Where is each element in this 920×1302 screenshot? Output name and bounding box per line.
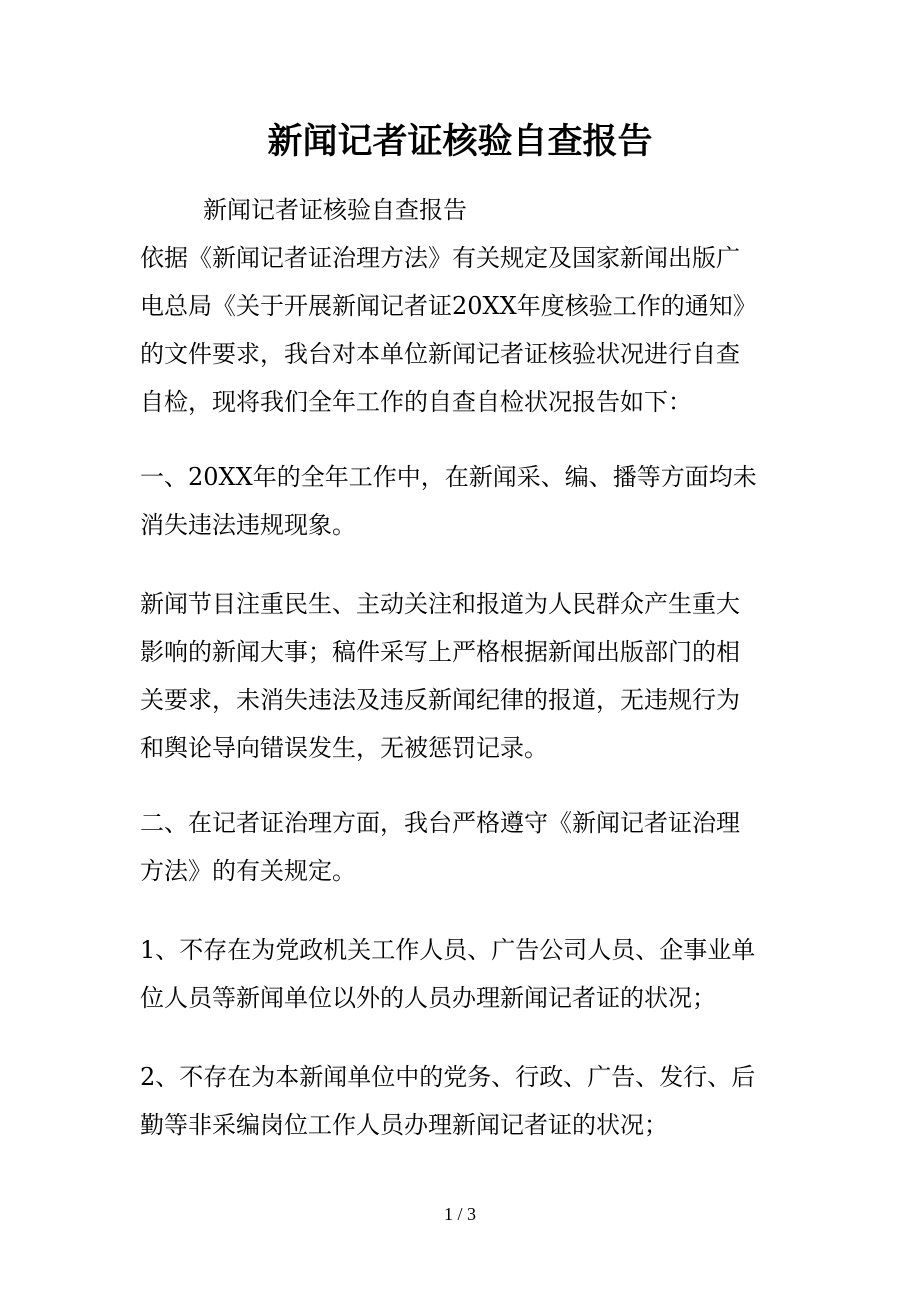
paragraph-line: 二、在记者证治理方面，我台严格遵守《新闻记者证治理 (140, 809, 740, 837)
paragraph-line: 勤等非采编岗位工作人员办理新闻记者证的状况； (140, 1111, 668, 1139)
paragraph-line: 1、不存在为党政机关工作人员、广告公司人员、企事业单 (140, 936, 756, 964)
paragraph-line: 依据《新闻记者证治理方法》有关规定及国家新闻出版广 (140, 244, 740, 272)
paragraph-news-programs (140, 580, 780, 772)
paragraph-line: 自检，现将我们全年工作的自查自检状况报告如下： (140, 388, 692, 416)
paragraph-line: 新闻节目注重民生、主动关注和报道为人民群众产生重大 (140, 590, 740, 618)
paragraph-line: 位人员等新闻单位以外的人员办理新闻记者证的状况； (140, 984, 716, 1012)
paragraph-section-one (140, 453, 780, 549)
paragraph-line: 电总局《关于开展新闻记者证20XX年度核验工作的通知》 (140, 292, 757, 320)
paragraph-line: 一、20XX年的全年工作中，在新闻采、编、播等方面均未 (140, 463, 757, 491)
document-subtitle: 新闻记者证核验自查报告 (203, 196, 467, 224)
paragraph-line: 和舆论导向错误发生，无被惩罚记录。 (140, 734, 548, 762)
paragraph-item-two (140, 1053, 780, 1149)
paragraph-section-two (140, 799, 780, 895)
paragraph-line: 消失违法违规现象。 (140, 511, 356, 539)
paragraph-line: 2、不存在为本新闻单位中的党务、行政、广告、发行、后 (140, 1063, 756, 1091)
page-number: 1 / 3 (443, 1204, 476, 1224)
paragraph-line: 的文件要求，我台对本单位新闻记者证核验状况进行自查 (140, 340, 740, 368)
paragraph-item-one (140, 926, 780, 1022)
paragraph-line: 方法》的有关规定。 (140, 857, 356, 885)
document-title: 新闻记者证核验自查报告 (267, 122, 653, 162)
paragraph-line: 影响的新闻大事；稿件采写上严格根据新闻出版部门的相 (140, 638, 740, 666)
paragraph-intro (140, 234, 780, 426)
paragraph-line: 关要求，未消失违法及违反新闻纪律的报道，无违规行为 (140, 686, 740, 714)
